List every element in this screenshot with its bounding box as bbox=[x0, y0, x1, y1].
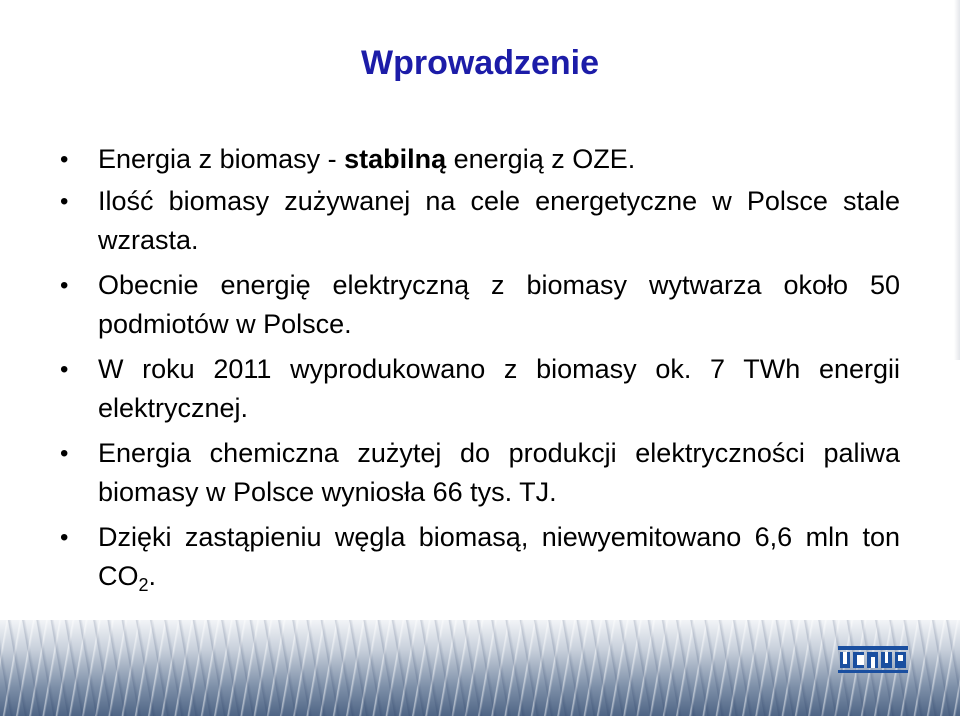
bullet-item bbox=[60, 266, 900, 344]
bullet-text: Energia chemiczna zużytej do produkcji elektryczności paliwa biomasy w Polsce wyniosła 66 tys. TJ. bbox=[98, 438, 900, 507]
bullet-item bbox=[60, 518, 900, 605]
company-logo-icon bbox=[838, 643, 908, 679]
slide-title: Wprowadzenie bbox=[360, 44, 600, 82]
bullet-text: . bbox=[148, 561, 157, 591]
subscript: 2 bbox=[138, 575, 149, 595]
bullet-emphasis: stabilną bbox=[344, 144, 447, 174]
bullet-item bbox=[60, 182, 900, 260]
bullet-item bbox=[60, 434, 900, 512]
bullet-text: energią z OZE. bbox=[446, 144, 636, 174]
bullet-text: Dzięki zastąpieniu węgla biomasą, niewyemitowano 6,6 mln ton CO bbox=[98, 522, 900, 591]
bullet-list bbox=[60, 140, 900, 611]
bullet-text: Obecnie energię elektryczną z biomasy wytwarza około 50 podmiotów w Polsce. bbox=[98, 270, 900, 339]
bullet-text: Ilość biomasy zużywanej na cele energetyczne w Polsce stale wzrasta. bbox=[98, 186, 900, 255]
bullet-text: W roku 2011 wyprodukowano z biomasy ok. 7 TWh energii elektrycznej. bbox=[98, 354, 900, 423]
footer-decoration bbox=[0, 620, 960, 716]
bullet-text: Energia z biomasy - bbox=[98, 144, 345, 174]
bullet-item bbox=[60, 140, 900, 179]
bullet-item bbox=[60, 350, 900, 428]
